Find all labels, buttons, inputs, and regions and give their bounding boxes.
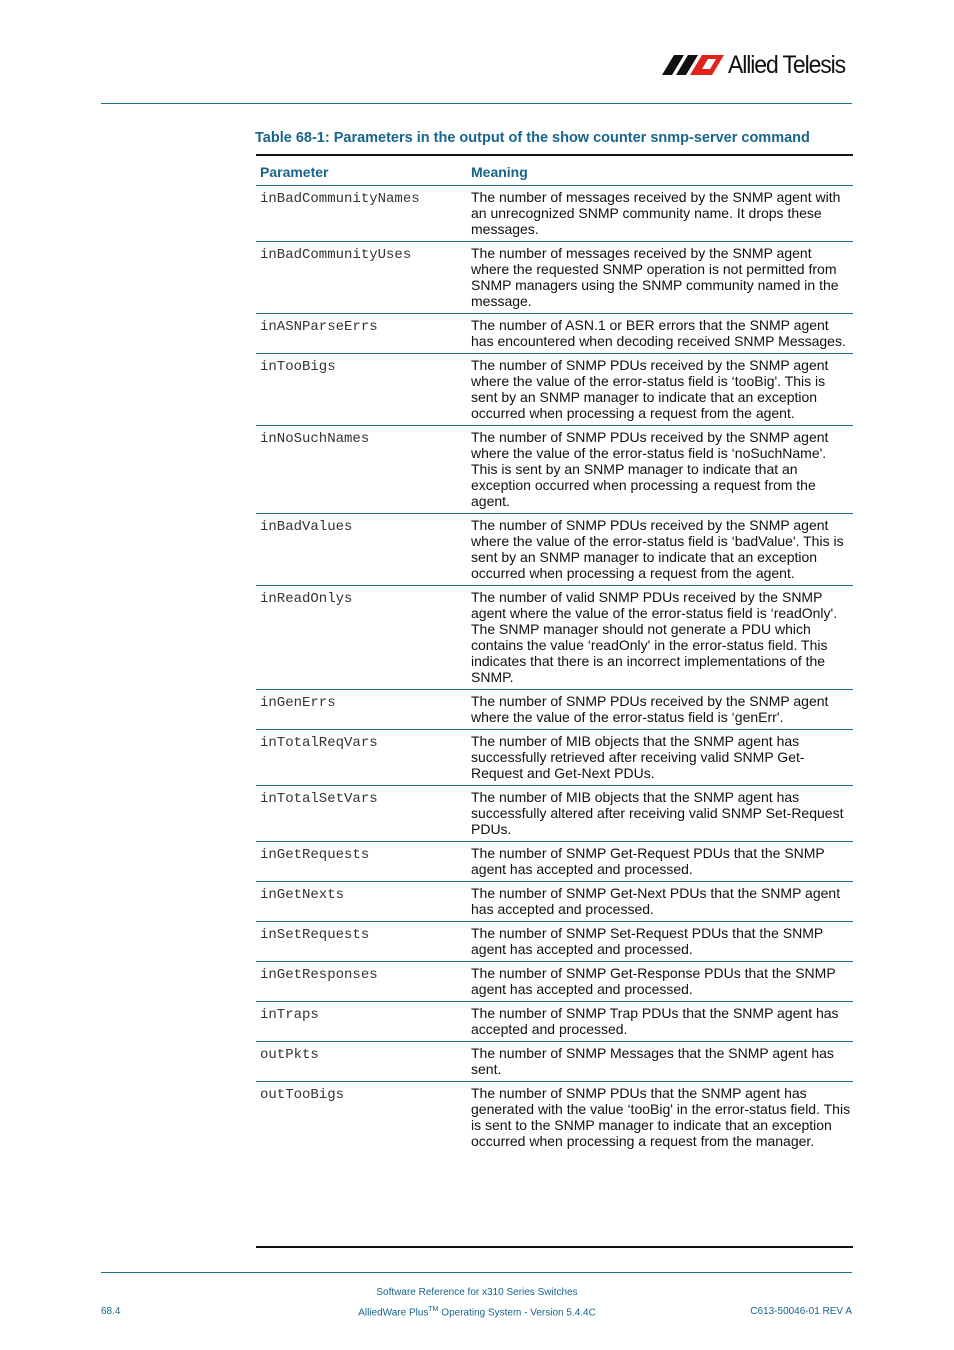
table-row xyxy=(256,586,853,690)
meaning-cell: The number of SNMP Messages that the SNMP agent has sent. xyxy=(467,1042,853,1082)
parameter-cell: inSetRequests xyxy=(256,922,467,962)
meaning-cell: The number of SNMP Get-Next PDUs that the SNMP agent has accepted and processed. xyxy=(467,882,853,922)
parameter-cell: inBadValues xyxy=(256,514,467,586)
meaning-cell: The number of SNMP Trap PDUs that the SNMP agent has accepted and processed. xyxy=(467,1002,853,1042)
footer-doc-code: C613-50046-01 REV A xyxy=(750,1306,852,1317)
meaning-cell: The number of valid SNMP PDUs received by the SNMP agent where the value of the error-status field is ‘readOnly'. The SNMP manager should not generate a PDU which contains the value ‘readOnly' in the error-status field. This indicates that there is an incorrect implementations of the SNMP. xyxy=(467,586,853,690)
table-row xyxy=(256,1002,853,1042)
table-header-row xyxy=(256,157,853,186)
table-row xyxy=(256,1042,853,1082)
footer-product: AlliedWare Plus xyxy=(358,1307,429,1319)
table-row xyxy=(256,354,853,426)
footer-version: Operating System - Version 5.4.4C xyxy=(438,1307,596,1319)
parameter-cell: outPkts xyxy=(256,1042,467,1082)
table-title: Table 68-1: Parameters in the output of the show counter snmp-server command xyxy=(255,130,810,146)
parameter-cell: inReadOnlys xyxy=(256,586,467,690)
column-header-parameter: Parameter xyxy=(256,157,467,186)
meaning-cell: The number of SNMP Set-Request PDUs that the SNMP agent has accepted and processed. xyxy=(467,922,853,962)
meaning-cell: The number of SNMP PDUs received by the SNMP agent where the value of the error-status field is ‘genErr'. xyxy=(467,690,853,730)
parameter-cell: inTraps xyxy=(256,1002,467,1042)
header-divider xyxy=(101,103,852,104)
footer-page-number: 68.4 xyxy=(101,1306,121,1317)
table-row xyxy=(256,242,853,314)
table-row xyxy=(256,514,853,586)
meaning-cell: The number of MIB objects that the SNMP agent has successfully retrieved after receiving valid SNMP Get-Request and Get-Next PDUs. xyxy=(467,730,853,786)
company-logo xyxy=(662,50,855,80)
meaning-cell: The number of messages received by the SNMP agent where the requested SNMP operation is not permitted from SNMP managers using the SNMP community named in the message. xyxy=(467,242,853,314)
table-row xyxy=(256,962,853,1002)
meaning-cell: The number of ASN.1 or BER errors that the SNMP agent has encountered when decoding received SNMP Messages. xyxy=(467,314,853,354)
parameter-cell: inGetNexts xyxy=(256,882,467,922)
table-body xyxy=(256,186,853,1154)
meaning-cell: The number of SNMP PDUs received by the SNMP agent where the value of the error-status field is ‘tooBig'. This is sent by an SNMP manager to indicate that an exception occurred when processing a request from the agent. xyxy=(467,354,853,426)
meaning-cell: The number of SNMP Get-Response PDUs that the SNMP agent has accepted and processed. xyxy=(467,962,853,1002)
parameter-cell: inBadCommunityNames xyxy=(256,186,467,242)
parameter-cell: inGetRequests xyxy=(256,842,467,882)
footer-doc-title: Software Reference for x310 Series Switches xyxy=(376,1287,578,1298)
meaning-cell: The number of messages received by the SNMP agent with an unrecognized SNMP community name. It drops these messages. xyxy=(467,186,853,242)
parameter-cell: outTooBigs xyxy=(260,1087,345,1103)
table-row xyxy=(256,786,853,842)
parameter-cell: inBadCommunityUses xyxy=(256,242,467,314)
logo-wordmark: Allied Telesis xyxy=(728,50,846,79)
parameters-table xyxy=(256,157,853,1153)
footer-divider xyxy=(101,1272,852,1273)
parameter-cell: inASNParseErrs xyxy=(256,314,467,354)
table-row xyxy=(256,1082,853,1154)
parameter-cell: inTotalSetVars xyxy=(256,786,467,842)
parameter-cell: inGenErrs xyxy=(256,690,467,730)
meaning-cell: The number of SNMP PDUs that the SNMP agent has generated with the value ‘tooBig' in the error-status field. This is sent to the SNMP manager to indicate that an exception occurred when processing a request from the manager. xyxy=(471,1085,851,1149)
allied-telesis-logo-icon xyxy=(662,55,724,75)
meaning-cell: The number of SNMP PDUs received by the SNMP agent where the value of the error-status field is ‘noSuchName'. This is sent by an SNMP manager to indicate that an exception occurred when processing a request from the agent. xyxy=(467,426,853,514)
meaning-cell: The number of SNMP PDUs received by the SNMP agent where the value of the error-status field is ‘badValue'. This is sent by an SNMP manager to indicate that an exception occurred when processing a request from the agent. xyxy=(467,514,853,586)
table-row xyxy=(256,882,853,922)
table-row xyxy=(256,426,853,514)
table-row xyxy=(256,314,853,354)
parameter-cell: inTooBigs xyxy=(256,354,467,426)
parameter-cell: inTotalReqVars xyxy=(256,730,467,786)
table-row xyxy=(256,922,853,962)
table-bottom-rule xyxy=(256,1246,853,1248)
parameter-cell: inGetResponses xyxy=(256,962,467,1002)
meaning-cell: The number of MIB objects that the SNMP agent has successfully altered after receiving valid SNMP Set-Request PDUs. xyxy=(467,786,853,842)
meaning-cell: The number of SNMP Get-Request PDUs that the SNMP agent has accepted and processed. xyxy=(467,842,853,882)
column-header-meaning: Meaning xyxy=(467,157,853,186)
table-row xyxy=(256,842,853,882)
table-row xyxy=(256,186,853,242)
table-row xyxy=(256,730,853,786)
table-top-rule xyxy=(256,154,853,156)
footer-trademark: TM xyxy=(428,1306,439,1313)
parameter-cell: inNoSuchNames xyxy=(256,426,467,514)
table-row xyxy=(256,690,853,730)
